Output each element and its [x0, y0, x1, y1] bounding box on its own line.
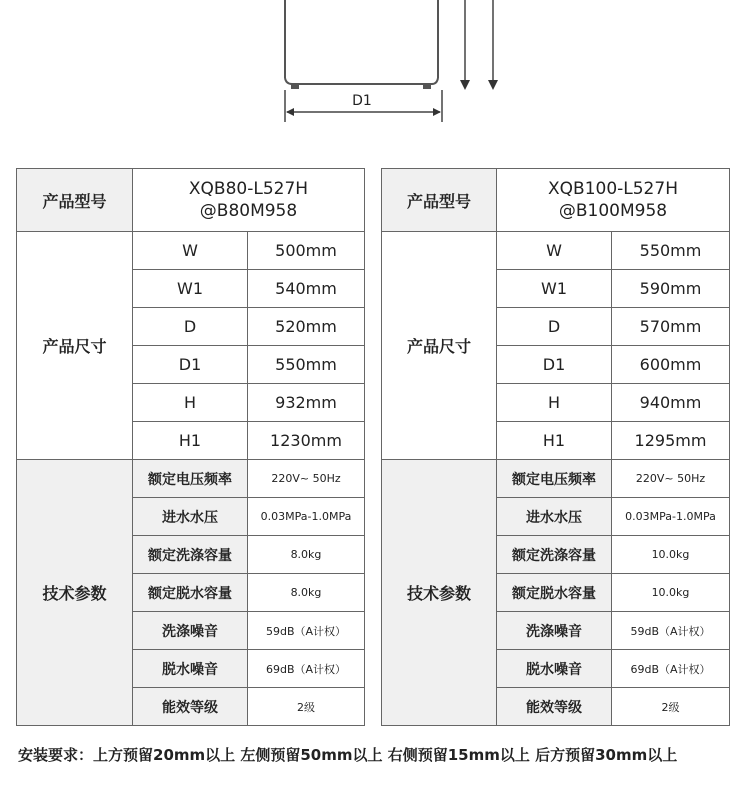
tech-key: 洗涤噪音 [497, 612, 612, 650]
tech-value: 0.03MPa-1.0MPa [612, 498, 730, 536]
dim-key: W1 [133, 270, 248, 308]
tech-value: 59dB（A计权） [612, 612, 730, 650]
tech-key: 额定洗涤容量 [497, 536, 612, 574]
tech-value: 69dB（A计权） [248, 650, 365, 688]
dim-key: D1 [497, 346, 612, 384]
installation-requirements: 安装要求：上方预留20mm以上 左侧预留50mm以上 右侧预留15mm以上 后方预留30mm以上 [18, 746, 678, 764]
dim-value: 570mm [612, 308, 730, 346]
d1-label: D1 [352, 93, 372, 109]
model-label: 产品型号 [382, 169, 497, 232]
dim-key: H1 [497, 422, 612, 460]
dim-key: W [133, 232, 248, 270]
arrow-left-icon [286, 108, 294, 116]
dim-value: 550mm [248, 346, 365, 384]
dim-key: D [133, 308, 248, 346]
foot-left [291, 84, 299, 89]
tech-label: 技术参数 [17, 460, 133, 726]
dim-key: H [497, 384, 612, 422]
dim-value: 540mm [248, 270, 365, 308]
dim-key: D [497, 308, 612, 346]
size-label: 产品尺寸 [382, 232, 497, 460]
spec-table-left [16, 168, 365, 726]
tech-key: 额定脱水容量 [497, 574, 612, 612]
dim-key: D1 [133, 346, 248, 384]
dim-key: W [497, 232, 612, 270]
dim-key: W1 [497, 270, 612, 308]
arrow-right-icon [433, 108, 441, 116]
arrow-down-icon [460, 80, 470, 90]
dim-value: 520mm [248, 308, 365, 346]
tech-value: 10.0kg [612, 574, 730, 612]
spec-table-right [381, 168, 730, 726]
tech-key: 额定电压频率 [497, 460, 612, 498]
tech-key: 能效等级 [497, 688, 612, 726]
model-number: XQB80-L527H @B80M958 [133, 169, 365, 232]
tech-label: 技术参数 [382, 460, 497, 726]
tech-key: 进水水压 [133, 498, 248, 536]
tech-key: 脱水噪音 [133, 650, 248, 688]
tech-key: 额定洗涤容量 [133, 536, 248, 574]
tech-key: 进水水压 [497, 498, 612, 536]
arrow-down-icon [488, 80, 498, 90]
tech-key: 额定电压频率 [133, 460, 248, 498]
tech-key: 洗涤噪音 [133, 612, 248, 650]
dim-value: 1230mm [248, 422, 365, 460]
dim-value: 932mm [248, 384, 365, 422]
tech-value: 8.0kg [248, 574, 365, 612]
dim-key: H1 [133, 422, 248, 460]
tech-value: 10.0kg [612, 536, 730, 574]
machine-base [285, 78, 438, 84]
tech-value: 8.0kg [248, 536, 365, 574]
tech-value: 220V~ 50Hz [248, 460, 365, 498]
model-label: 产品型号 [17, 169, 133, 232]
dim-value: 550mm [612, 232, 730, 270]
dim-key: H [133, 384, 248, 422]
dimension-diagram [0, 0, 750, 140]
tech-key: 额定脱水容量 [133, 574, 248, 612]
tech-key: 脱水噪音 [497, 650, 612, 688]
tech-value: 0.03MPa-1.0MPa [248, 498, 365, 536]
foot-right [423, 84, 431, 89]
tech-key: 能效等级 [133, 688, 248, 726]
dim-value: 500mm [248, 232, 365, 270]
tech-value: 69dB（A计权） [612, 650, 730, 688]
dim-value: 1295mm [612, 422, 730, 460]
tech-value: 2级 [612, 688, 730, 726]
tech-value: 220V~ 50Hz [612, 460, 730, 498]
dim-value: 590mm [612, 270, 730, 308]
tech-value: 2级 [248, 688, 365, 726]
model-number: XQB100-L527H @B100M958 [497, 169, 730, 232]
tech-value: 59dB（A计权） [248, 612, 365, 650]
dim-value: 600mm [612, 346, 730, 384]
dim-value: 940mm [612, 384, 730, 422]
size-label: 产品尺寸 [17, 232, 133, 460]
